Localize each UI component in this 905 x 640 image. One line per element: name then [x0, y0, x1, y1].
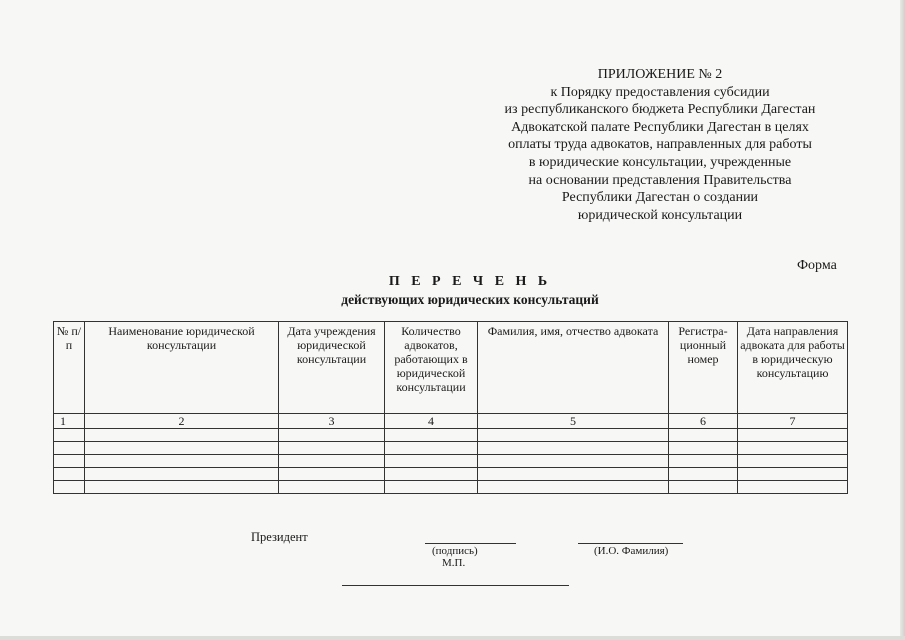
president-label: Президент [251, 530, 308, 544]
appendix-line: Адвокатской палате Республики Дагестан в целях [511, 119, 809, 135]
appendix-line: к Порядку предоставления субсидии [550, 84, 770, 100]
column-number: 6 [669, 414, 738, 429]
appendix-line: на основании представления Правительства [528, 172, 792, 188]
appendix-line: оплаты труда адвокатов, направленных для работы [508, 137, 812, 153]
signature-caption: (подпись) [432, 545, 478, 557]
column-header: Регистра-ционный номер [669, 322, 738, 414]
title-subtitle: действующих юридических консультаций [341, 292, 599, 307]
column-header: Наименование юридической консультации [85, 322, 279, 414]
appendix-line: Республики Дагестан о создании [561, 190, 759, 206]
name-line [578, 543, 683, 544]
table-row [54, 481, 848, 494]
name-caption: (И.О. Фамилия) [594, 545, 669, 557]
column-number: 4 [385, 414, 478, 429]
column-header: Количество адвокатов, работающих в юридической консультации [385, 322, 478, 414]
appendix-line: юридической консультации [577, 207, 743, 223]
document-title [300, 273, 640, 308]
column-number: 7 [738, 414, 848, 429]
column-number-row [54, 414, 848, 429]
consultations-table [53, 321, 848, 494]
appendix-header [470, 66, 850, 224]
column-number: 2 [85, 414, 279, 429]
column-header: Фамилия, имя, отчество адвоката [478, 322, 669, 414]
column-header: Дата учреждения юридической консультации [279, 322, 385, 414]
scan-edge-shadow [900, 0, 905, 640]
table-row [54, 429, 848, 442]
table-header-row [54, 322, 848, 414]
table-row [54, 455, 848, 468]
table-row [54, 442, 848, 455]
column-header: № п/п [54, 322, 85, 414]
appendix-line: в юридические консультации, учрежденные [528, 154, 792, 170]
column-number: 5 [478, 414, 669, 429]
appendix-line: ПРИЛОЖЕНИЕ № 2 [597, 67, 723, 82]
column-number: 1 [54, 414, 85, 429]
appendix-line: из республиканского бюджета Республики Дагестан [504, 102, 816, 118]
table-row [54, 468, 848, 481]
column-header: Дата направления адвоката для работы в юридическую консультацию [738, 322, 848, 414]
form-label: Форма [797, 258, 837, 273]
title-main: П Е Р Е Ч Е Н Ь [388, 274, 552, 289]
signature-line [425, 543, 516, 544]
column-number: 3 [279, 414, 385, 429]
bottom-line [342, 585, 569, 586]
scan-edge-shadow [0, 636, 905, 640]
stamp-caption: М.П. [442, 557, 466, 569]
